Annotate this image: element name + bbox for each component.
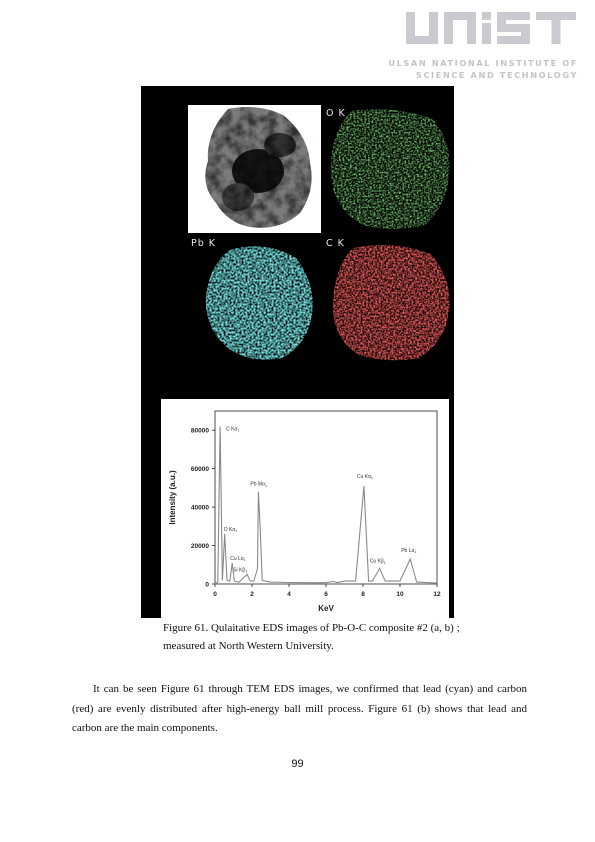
x-tick-label: 6 <box>324 591 328 598</box>
plot-frame <box>215 411 437 584</box>
peak-label: O $K\alpha_1$ <box>223 527 238 534</box>
panel-label-ok: O K <box>326 108 346 119</box>
eds-figure <box>141 86 454 618</box>
y-tick-label: 80000 <box>190 427 209 435</box>
peak-label: Cu $K\alpha_1$ <box>356 473 373 481</box>
peak-label: Si $K\beta_1$ <box>233 567 248 574</box>
x-tick-label: 12 <box>433 591 441 598</box>
caption-line-2: measured at North Western University. <box>163 640 334 652</box>
eds-spectrum-chart <box>161 399 449 618</box>
spectrum-line <box>215 426 437 584</box>
panel-label-ck: C K <box>326 238 345 249</box>
unist-logo <box>388 10 586 82</box>
peak-label: C $K\alpha_1$ <box>226 426 240 433</box>
x-tick-label: 10 <box>396 591 404 598</box>
spectrum-svg <box>161 399 449 618</box>
x-axis-label: KeV <box>318 604 334 613</box>
tem-image <box>188 105 321 233</box>
figure-caption <box>163 619 483 655</box>
logo-line-1: ULSAN NATIONAL INSTITUTE OF <box>388 58 578 68</box>
peak-label: Cu $K\beta_1$ <box>369 558 386 565</box>
peak-label: Pb $L\alpha_1$ <box>401 548 417 555</box>
x-tick-label: 0 <box>213 591 217 598</box>
peak-label: Pb $M\alpha_1$ <box>250 481 267 488</box>
body-paragraph: It can be seen Figure 61 through TEM EDS images, we confirmed that lead (cyan) and carbon (red) are evenly distributed after high-energy ball mill process. Figure 61 (b) shows that lead and carbon are the main components. <box>72 683 527 734</box>
body-text <box>72 680 527 739</box>
y-tick-label: 40000 <box>190 504 209 512</box>
y-tick-label: 0 <box>205 581 209 589</box>
panel-label-pbk: Pb K <box>191 238 217 249</box>
lead-map <box>188 236 321 364</box>
y-axis-label: Intensity (a.u.) <box>168 470 177 525</box>
page-number: 99 <box>291 758 304 770</box>
logo-line-2: SCIENCE AND TECHNOLOGY <box>415 70 578 80</box>
unist-wordmark-logo <box>404 10 586 52</box>
y-tick-label: 60000 <box>190 465 209 473</box>
carbon-map <box>323 236 454 364</box>
peak-label: Cu $L\alpha_1$ <box>230 555 246 563</box>
oxygen-map <box>323 105 454 233</box>
x-tick-label: 2 <box>250 591 254 598</box>
x-tick-label: 4 <box>287 591 291 598</box>
y-tick-label: 20000 <box>190 542 209 550</box>
caption-line-1: Figure 61. Qulaitative EDS images of Pb-O-C composite #2 (a, b) ; <box>163 622 460 634</box>
x-tick-label: 8 <box>361 591 365 598</box>
